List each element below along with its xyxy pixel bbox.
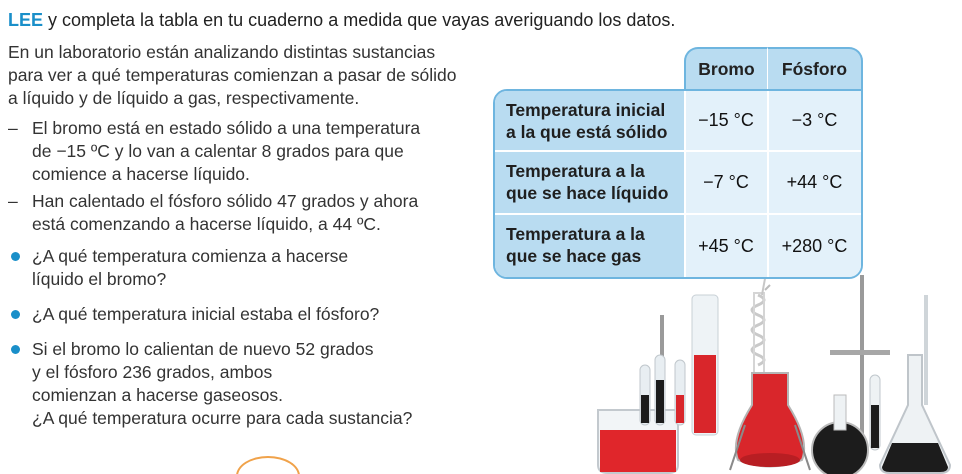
intro-line: para ver a qué temperaturas comienzan a pasar de sólido — [8, 65, 457, 85]
question-line: comienzan a hacerse gaseosos. — [32, 385, 283, 405]
intro-line: a líquido y de líquido a gas, respectivamente. — [8, 88, 360, 108]
question-line: líquido el bromo? — [32, 269, 167, 289]
title-text: y completa la tabla en tu cuaderno a medida que vayas averiguando los datos. — [43, 10, 676, 30]
row-label — [495, 215, 684, 277]
dash-line: de −15 ºC y lo van a calentar 8 grados para que — [32, 141, 404, 161]
table-cell-bromo: −7 °C — [684, 152, 768, 213]
table-cell-bromo: −15 °C — [684, 91, 768, 150]
table-row — [495, 152, 861, 213]
row-label-line: Temperatura a la — [506, 161, 645, 181]
bullet-icon — [11, 252, 20, 261]
dash-line: comience a hacerse líquido. — [32, 164, 250, 184]
table-cell-fosforo: −3 °C — [768, 91, 861, 150]
column-header-fosforo: Fósforo — [768, 47, 863, 89]
column-divider — [767, 91, 769, 277]
activity-title — [8, 9, 675, 31]
table-cell-fosforo: +44 °C — [768, 152, 861, 213]
row-label — [495, 152, 684, 213]
row-label-line: a la que está sólido — [506, 122, 668, 142]
table-row — [495, 215, 861, 277]
dash-line: está comenzando a hacerse líquido, a 44 ºC. — [32, 214, 381, 234]
dash-line: El bromo está en estado sólido a una temperatura — [32, 118, 421, 138]
question-2 — [8, 303, 379, 326]
dash-symbol: – — [8, 118, 18, 138]
question-line: ¿A qué temperatura comienza a hacerse — [32, 246, 349, 266]
column-header-bromo: Bromo — [684, 47, 768, 89]
table-cell-bromo: +45 °C — [684, 215, 768, 277]
row-label — [495, 91, 684, 150]
table-body — [493, 89, 863, 279]
laboratory-glassware-illustration — [580, 255, 962, 474]
row-label-line: que se hace líquido — [506, 183, 669, 203]
intro-line: En un laboratorio están analizando distintas sustancias — [8, 42, 436, 62]
column-divider — [684, 91, 686, 277]
table-cell-fosforo: +280 °C — [768, 215, 861, 277]
question-line: ¿A qué temperatura ocurre para cada sustancia? — [32, 408, 413, 428]
question-1 — [8, 245, 348, 291]
question-3 — [8, 338, 412, 430]
bullet-icon — [11, 310, 20, 319]
row-label-line: que se hace gas — [506, 246, 642, 266]
dash-item-fosforo — [8, 190, 478, 236]
dash-list — [8, 117, 478, 240]
row-label-line: Temperatura a la — [506, 224, 645, 244]
temperature-table — [493, 47, 863, 279]
bullet-icon — [11, 345, 20, 354]
table-row — [495, 91, 861, 150]
row-label-line: Temperatura inicial — [506, 100, 666, 120]
dash-item-bromo — [8, 117, 478, 186]
question-line: y el fósforo 236 grados, ambos — [32, 362, 273, 382]
dash-line: Han calentado el fósforo sólido 47 grados y ahora — [32, 191, 419, 211]
dash-symbol: – — [8, 191, 18, 211]
title-keyword: LEE — [8, 10, 44, 30]
question-line: Si el bromo lo calientan de nuevo 52 grados — [32, 339, 374, 359]
intro-paragraph — [8, 41, 478, 110]
question-line: ¿A qué temperatura inicial estaba el fósforo? — [32, 304, 380, 324]
decorative-circle — [236, 456, 300, 474]
